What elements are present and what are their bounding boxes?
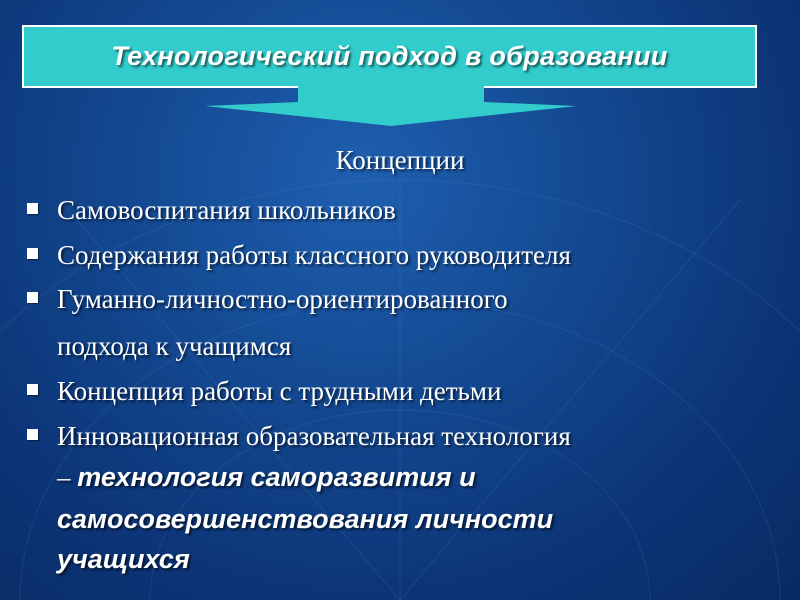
list-item: Гуманно-личностно-ориентированного: [57, 284, 508, 314]
bullet-icon: [27, 384, 38, 395]
list-item: Концепция работы с трудными детьми: [57, 376, 502, 406]
list-item: Самовоспитания школьников: [57, 195, 396, 225]
title-banner: [22, 25, 757, 88]
bullet-icon: [27, 203, 38, 214]
section-subheading: Концепции: [335, 145, 465, 175]
list-item-continuation: подхода к учащимся: [57, 331, 292, 361]
down-arrow-icon: [205, 86, 577, 126]
emphasis-text: технология саморазвития и: [77, 462, 476, 492]
slide-title: Технологический подход в образовании: [111, 41, 668, 71]
list-item: Содержания работы классного руководителя: [57, 240, 571, 270]
bullet-icon: [27, 429, 38, 440]
dash: –: [57, 462, 78, 492]
bullet-icon: [27, 292, 38, 303]
bullet-icon: [27, 248, 38, 259]
emphasis-line-1: [57, 455, 476, 499]
list-item: Инновационная образовательная технология: [57, 421, 571, 451]
emphasis-line-2: самосовершенствования личности: [57, 504, 554, 534]
emphasis-line-3: учащихся: [57, 544, 190, 574]
